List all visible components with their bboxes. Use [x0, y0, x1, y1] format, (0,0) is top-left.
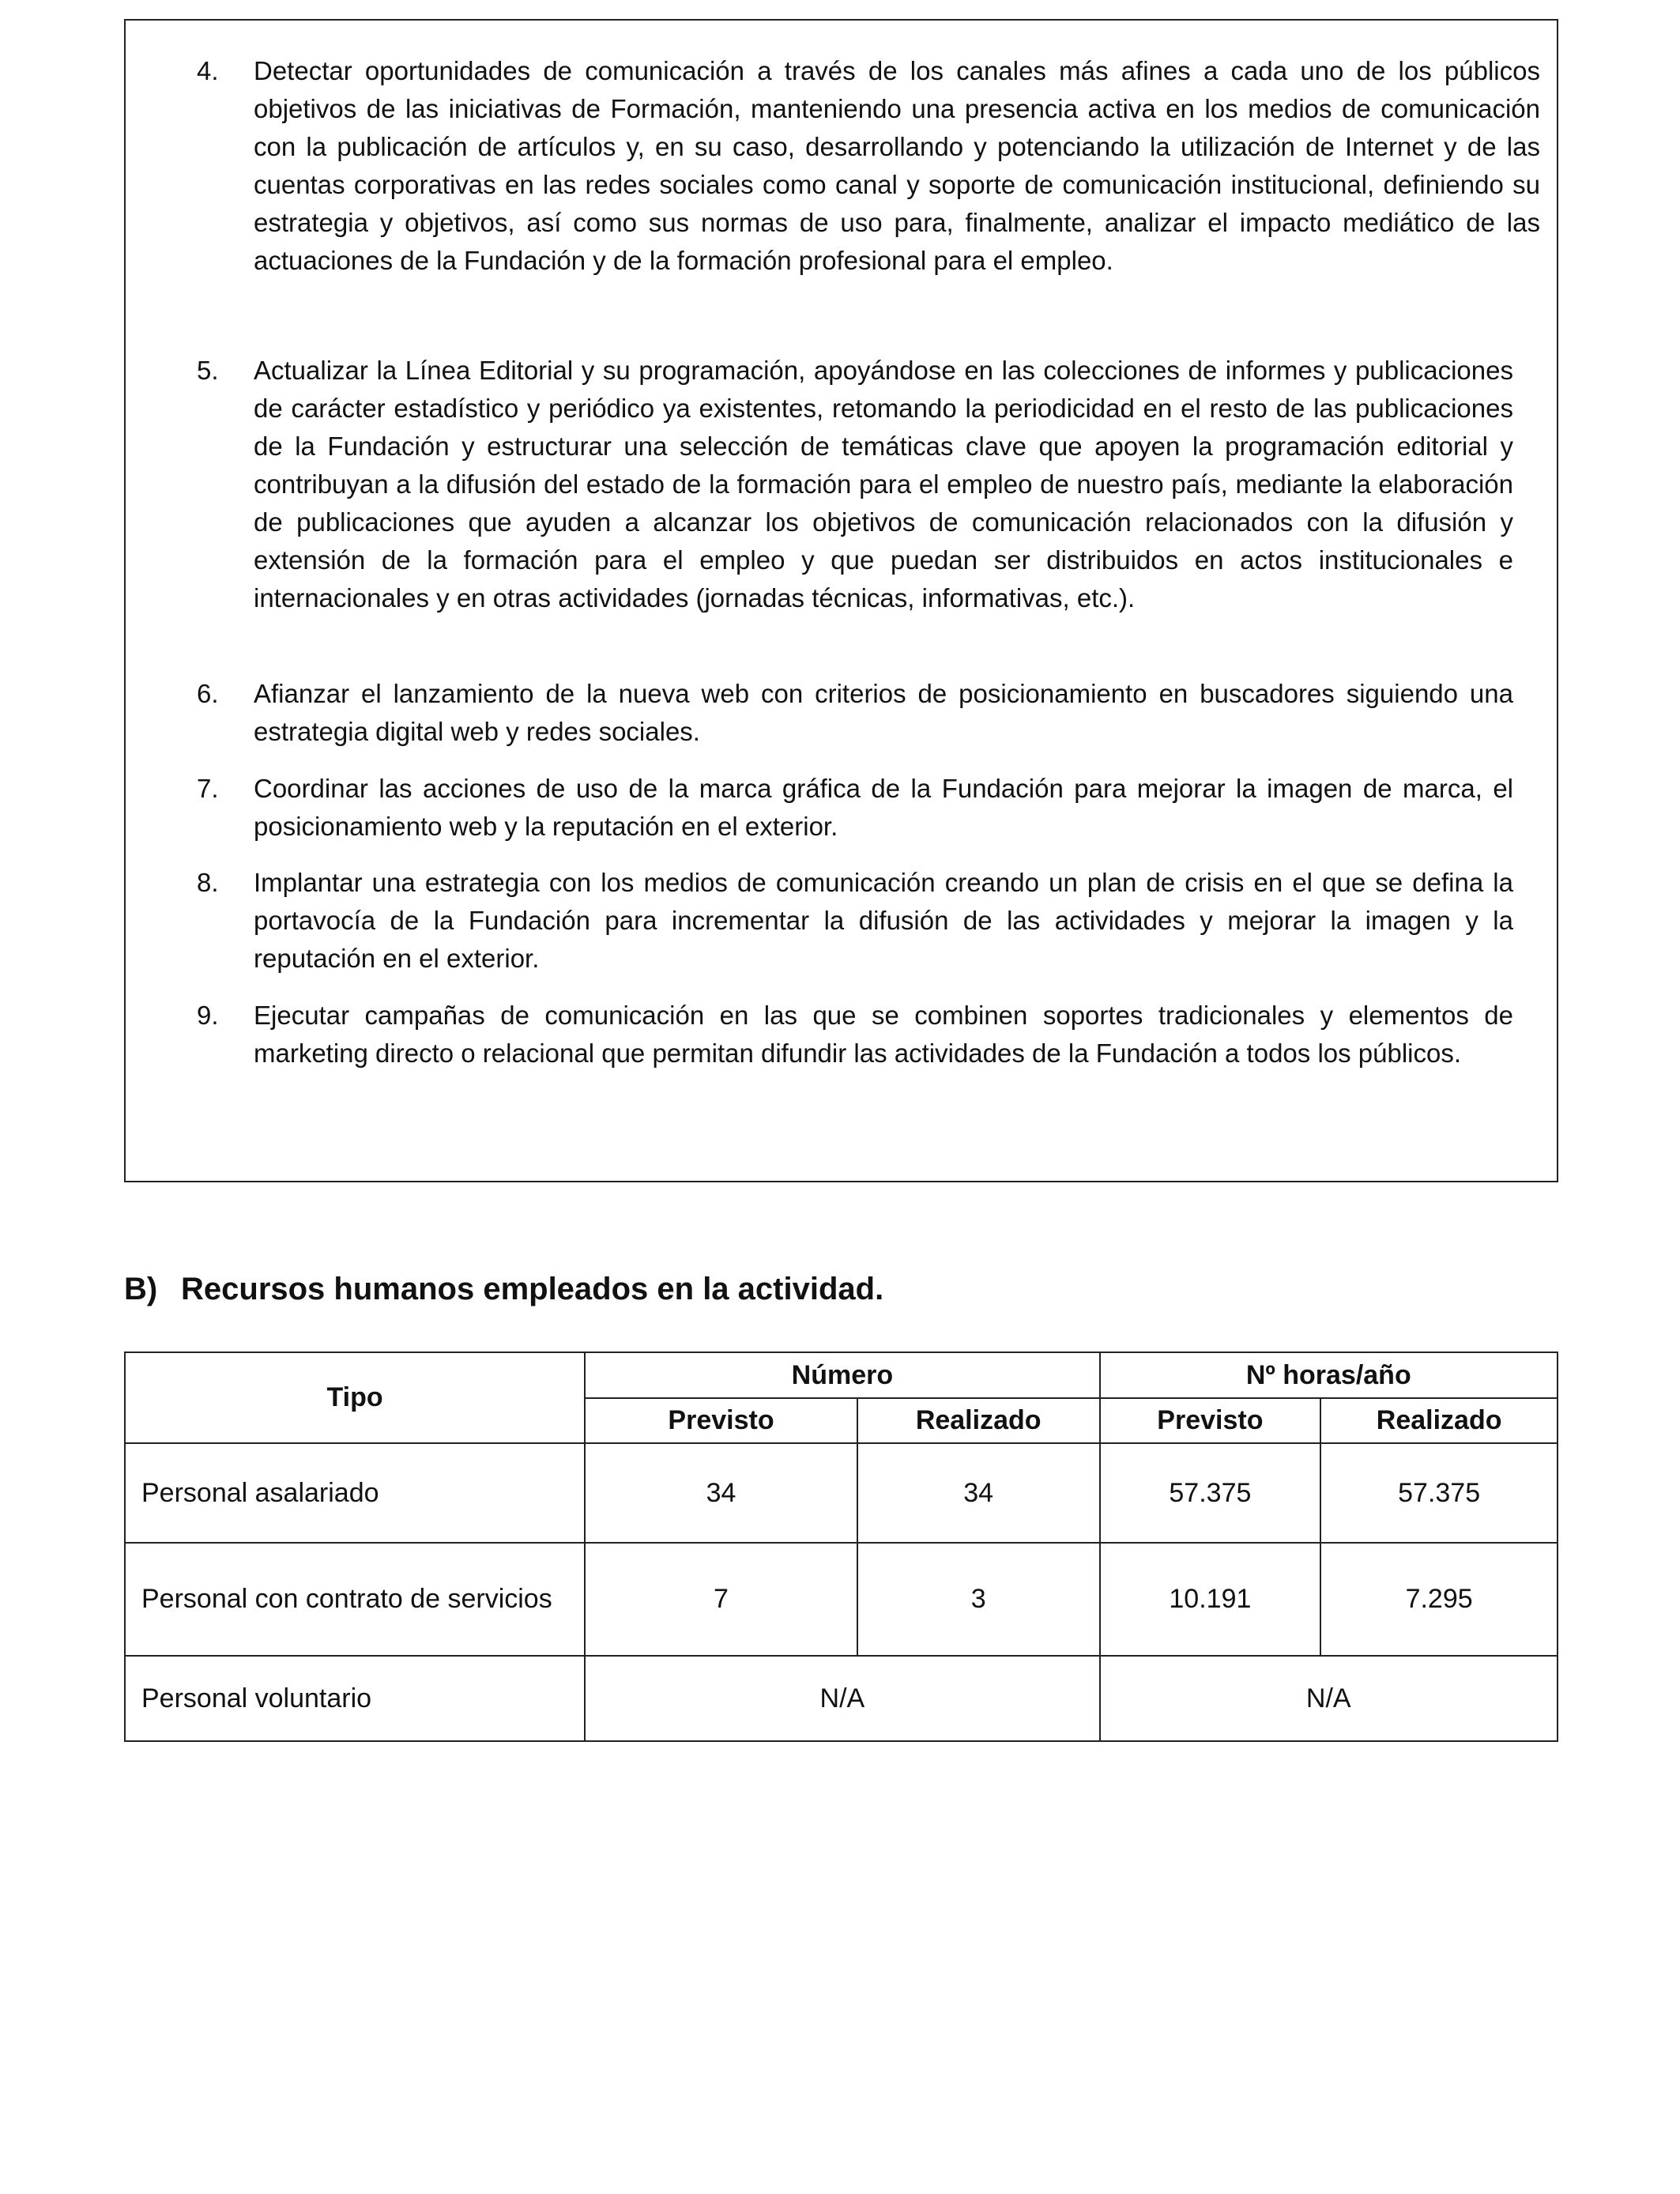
- list-item-number: 9.: [197, 1001, 219, 1030]
- human-resources-table: [124, 1351, 1558, 1742]
- list-item-text: Actualizar la Línea Editorial y su programación, apoyándose en las colecciones de informes y publicaciones de carácter estadístico y periódico ya existentes, retomando la periodicidad en el resto de las publicaciones de la Fundación y estructurar una selección de temáticas clave que apoyen la programación editorial y contribuyan a la difusión del estado de la formación para el empleo de nuestro país, mediante la elaboración de publicaciones que ayuden a alcanzar los objetivos de comunicación relacionados con la difusión y extensión de la formación para el empleo y que puedan ser distribuidos en actos institucionales e internacionales y en otras actividades (jornadas técnicas, informativas, etc.).: [254, 356, 1513, 613]
- list-item-number: 5.: [197, 356, 219, 385]
- cell-horas-previsto: 57.375: [1100, 1443, 1321, 1543]
- row-label: Personal con contrato de servicios: [125, 1543, 585, 1656]
- list-item-number: 8.: [197, 868, 219, 897]
- header-horas: Nº horas/año: [1100, 1352, 1558, 1398]
- header-numero-realizado: Realizado: [857, 1398, 1100, 1443]
- cell-horas-realizado: 57.375: [1320, 1443, 1558, 1543]
- header-horas-realizado: Realizado: [1320, 1398, 1558, 1443]
- list-item-number: 7.: [197, 774, 219, 803]
- cell-numero-merged: N/A: [585, 1656, 1099, 1741]
- row-label: Personal asalariado: [125, 1443, 585, 1543]
- cell-numero-realizado: 34: [857, 1443, 1100, 1543]
- section-b-heading: [124, 1267, 883, 1311]
- header-numero: Número: [585, 1352, 1099, 1398]
- section-letter: B): [124, 1272, 158, 1306]
- cell-horas-merged: N/A: [1100, 1656, 1558, 1741]
- cell-numero-previsto: 7: [585, 1543, 857, 1656]
- row-label: Personal voluntario: [125, 1656, 585, 1741]
- cell-numero-previsto: 34: [585, 1443, 857, 1543]
- header-horas-previsto: Previsto: [1100, 1398, 1321, 1443]
- list-item-text: Detectar oportunidades de comunicación a través de los canales más afines a cada uno de los públicos objetivos de las iniciativas de Formación, manteniendo una presencia activa en los medios de comunicación con la publicación de artículos y, en su caso, desarrollando y potenciando la utilización de Internet y de las cuentas corporativas en las redes sociales como canal y soporte de comunicación institucional, definiendo su estrategia y objetivos, así como sus normas de uso para, finalmente, analizar el impacto mediático de las actuaciones de la Fundación y de la formación profesional para el empleo.: [254, 56, 1540, 275]
- list-item-number: 6.: [197, 679, 219, 708]
- table-row: [125, 1656, 1558, 1741]
- table-row: [125, 1543, 1558, 1656]
- table-row: [125, 1443, 1558, 1543]
- objectives-list-box: [124, 19, 1558, 1182]
- cell-horas-realizado: 7.295: [1320, 1543, 1558, 1656]
- list-item-number: 4.: [197, 56, 219, 85]
- section-title-text: Recursos humanos empleados en la actividad.: [181, 1272, 884, 1306]
- list-item-text: Ejecutar campañas de comunicación en las que se combinen soportes tradicionales y elementos de marketing directo o relacional que permitan difundir las actividades de la Fundación a todos los públicos.: [254, 1001, 1513, 1068]
- list-item-text: Implantar una estrategia con los medios de comunicación creando un plan de crisis en el que se defina la portavocía de la Fundación para incrementar la difusión de las actividades y mejorar la imagen y la reputación en el exterior.: [254, 868, 1513, 973]
- header-tipo: Tipo: [125, 1352, 585, 1443]
- list-item-text: Afianzar el lanzamiento de la nueva web con criterios de posicionamiento en buscadores siguiendo una estrategia digital web y redes sociales.: [254, 679, 1513, 746]
- list-item-text: Coordinar las acciones de uso de la marca gráfica de la Fundación para mejorar la imagen de marca, el posicionamiento web y la reputación en el exterior.: [254, 774, 1513, 841]
- cell-numero-realizado: 3: [857, 1543, 1100, 1656]
- header-numero-previsto: Previsto: [585, 1398, 857, 1443]
- cell-horas-previsto: 10.191: [1100, 1543, 1321, 1656]
